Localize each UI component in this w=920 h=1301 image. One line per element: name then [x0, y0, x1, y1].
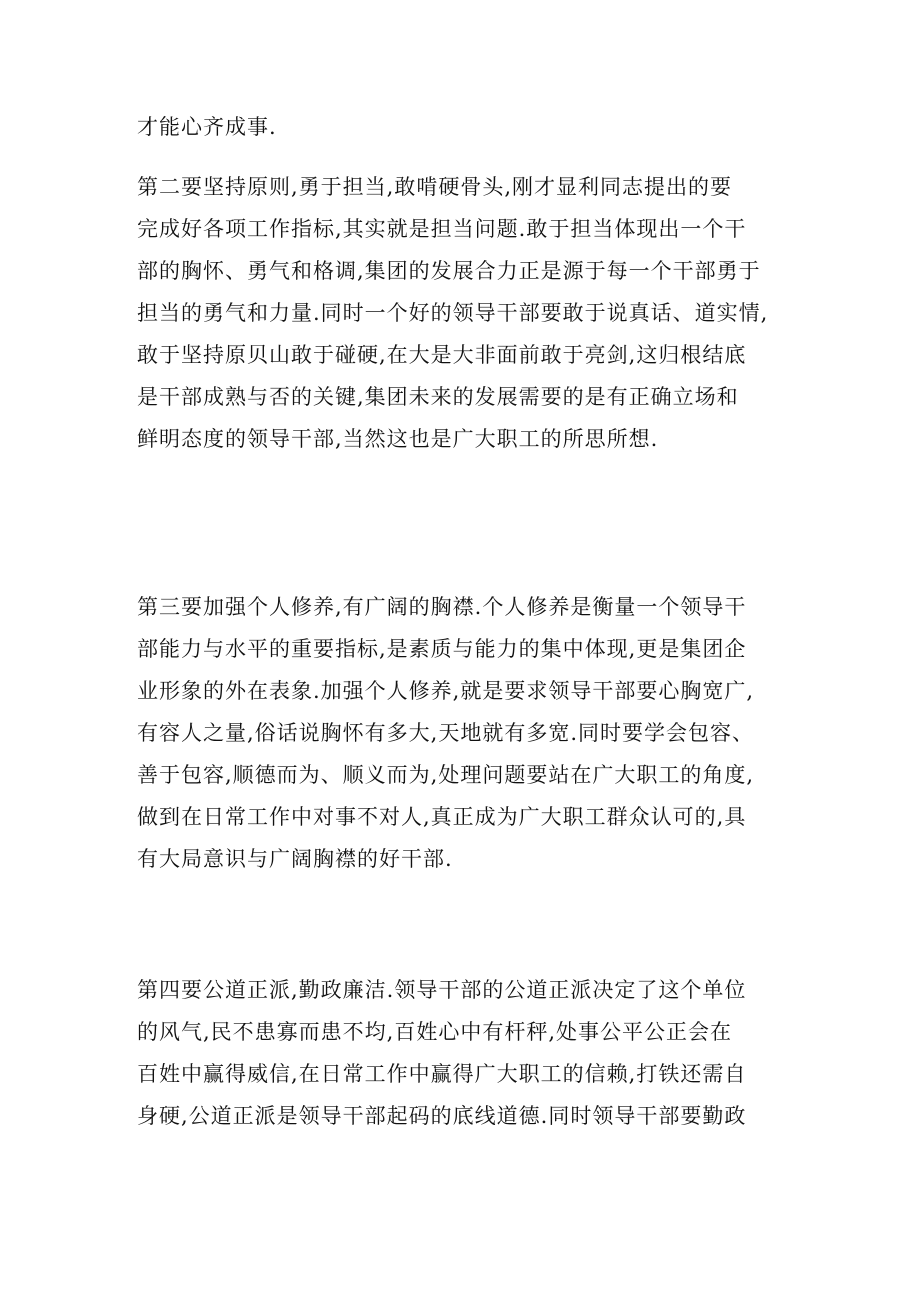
text-line: 才能心齐成事. [137, 115, 277, 139]
text-line: 善于包容,顺德而为、顺义而为,处理问题要站在广大职工的角度, [137, 763, 755, 787]
text-line: 身硬,公道正派是领导干部起码的底线道德.同时领导干部要勤政 [137, 1104, 747, 1128]
text-line: 第二要坚持原则,勇于担当,敢啃硬骨头,刚才显利同志提出的要 [137, 175, 733, 199]
text-line: 有容人之量,俗话说胸怀有多大,天地就有多宽.同时要学会包容、 [137, 721, 755, 745]
paragraph [137, 166, 797, 460]
text-line: 第四要公道正派,勤政廉洁.领导干部的公道正派决定了这个单位 [137, 978, 747, 1002]
text-line: 做到在日常工作中对事不对人,真正成为广大职工群众认可的,具 [137, 805, 747, 829]
paragraph [137, 586, 797, 880]
text-line: 是干部成熟与否的关键,集团未来的发展需要的是有正确立场和 [137, 385, 739, 409]
text-line: 担当的勇气和力量.同时一个好的领导干部要敢于说真话、道实情, [137, 301, 769, 325]
text-line: 部的胸怀、勇气和格调,集团的发展合力正是源于每一个干部勇于 [137, 259, 761, 283]
text-line: 业形象的外在表象.加强个人修养,就是要求领导干部要心胸宽广, [137, 679, 755, 703]
text-line: 鲜明态度的领导干部,当然这也是广大职工的所思所想. [137, 427, 659, 451]
text-line: 部能力与水平的重要指标,是素质与能力的集中体现,更是集团企 [137, 637, 747, 661]
paragraph [137, 969, 797, 1137]
paragraph [137, 106, 797, 148]
text-line: 敢于坚持原贝山敢于碰硬,在大是大非面前敢于亮剑,这归根结底 [137, 343, 747, 367]
text-line: 百姓中赢得威信,在日常工作中赢得广大职工的信赖,打铁还需自 [137, 1062, 747, 1086]
text-line: 第三要加强个人修养,有广阔的胸襟.个人修养是衡量一个领导干 [137, 595, 747, 619]
text-line: 有大局意识与广阔胸襟的好干部. [137, 847, 453, 871]
text-line: 完成好各项工作指标,其实就是担当问题.敢于担当体现出一个干 [137, 217, 747, 241]
text-line: 的风气,民不患寡而患不均,百姓心中有杆秤,处事公平公正会在 [137, 1020, 733, 1044]
